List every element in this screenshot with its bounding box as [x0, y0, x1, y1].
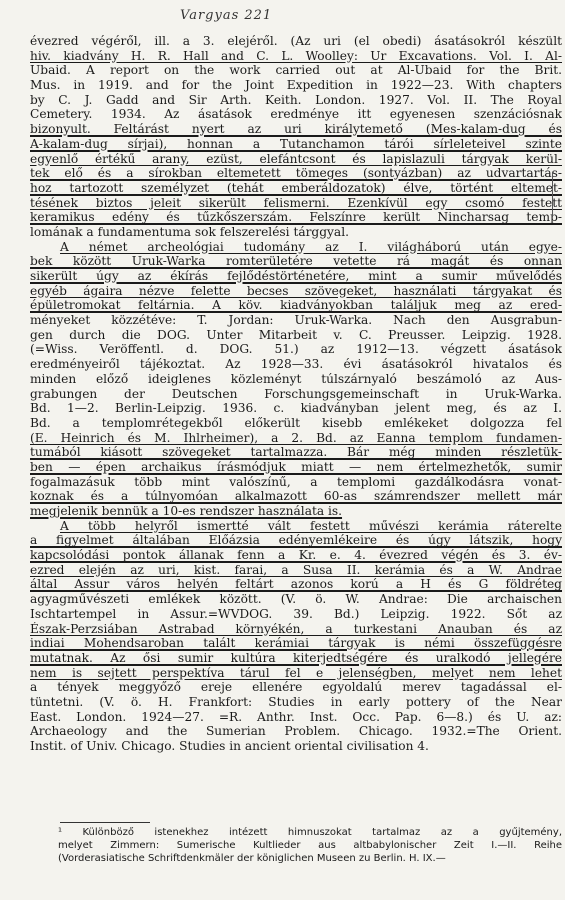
text-line: Bd. a templomrétegekből előkerült kisebb emlékeket dolgozza fel [30, 415, 562, 430]
text-line: sikerült úgy az ékírás fejlődéstörténetére, mint a sumir művelődés [30, 269, 562, 283]
text-line: Archaeology and the Sumerian Problem. Chicago. 1932.=The Orient. [30, 724, 562, 739]
text-line: ményeket közzétéve: T. Jordan: Uruk-Warka. Nach den Ausgrabun- [30, 313, 562, 328]
margin-mark [552, 172, 557, 216]
body-text [30, 34, 562, 754]
text-line: A német archeológiai tudomány az I. világháború után egye- [60, 239, 562, 254]
footnote-rule [60, 822, 150, 823]
page-header-handwritten: Vargyas 221 [180, 8, 273, 23]
text-line: grabungen der Deutschen Forschungsgemeinschaft in Uruk-Warka. [30, 386, 562, 401]
text-line: A-kalam-dug sírjai), honnan a Tutanchamon tárói sírleleteivel szinte [30, 136, 562, 151]
text-line: Cemetery. 1934. Az ásatások eredménye itt egyenesen szenzációsnak [30, 107, 562, 122]
text-line: a figyelmet általában Előázsia edényemlékeire és úgy látszik, hogy [30, 533, 562, 548]
text-line: indiai Mohendsaroban talált kerámiai tárgyak is némi összefüggésre [30, 636, 562, 651]
footnote-line: melyet Zimmern: Sumerische Kultlieder aus altbabylonischer Zeit I.—II. Reihe [58, 840, 562, 851]
text-line: Instit. of Univ. Chicago. Studies in ancient oriental civilisation 4. [30, 739, 429, 753]
text-line: mutatnak. Az ősi sumir kultúra kiterjedtségére és uralkodó jellegére [30, 650, 562, 665]
text-line: keramikus edény és tűzkőszerszám. Felszínre került Nincharsag temp- [30, 210, 562, 225]
text-line: minden előző ideiglenes közleményt túlszárnyaló beszámoló az Aus- [30, 371, 562, 386]
text-line: gen durch die DOG. Unter Mitarbeit v. C. Preusser. Leipzig. 1928. [30, 327, 562, 342]
text-line: eredményeiről tájékoztat. Az 1928—33. évi ásatásokról hivatalos és [30, 357, 562, 372]
text-line: egyéb ágaira nézve felette becses szövegeket, használati tárgyakat és [30, 283, 562, 298]
text-line: által Assur város helyén feltárt azonos korú a H és G földréteg [30, 577, 562, 592]
text-line: hiv. kiadvány H. R. Hall and C. L. Woolley: Ur Excavations. Vol. I. Al- [30, 48, 562, 63]
text-line: bizonyult. Feltárást nyert az uri királytemető (Mes-kalam-dug és [30, 122, 562, 137]
text-line: (E. Heinrich és M. Ihlrheimer), a 2. Bd. az Eanna templom fundamen- [30, 430, 562, 445]
text-line: épületromokat feltárnia. A köv. kiadványokban találjuk meg az ered- [30, 298, 562, 313]
text-line: tek elő és a sírokban eltemetett tömeges (sontyázban) az udvartartás- [30, 166, 562, 181]
text-line: by C. J. Gadd and Sir Arth. Keith. London. 1927. Vol. II. The Royal [30, 92, 562, 107]
text-line: a tények meggyőző ereje ellenére egyoldalú merev tagadással el- [30, 680, 562, 695]
text-line: Mus. in 1919. and for the Joint Expedition in 1922—23. With chapters [30, 78, 562, 93]
text-line: megjelenik bennük a 10-es rendszer használata is. [30, 504, 343, 518]
text-line: tüntetni. (V. ö. H. Frankfort: Studies in early pottery of the Near [30, 694, 562, 709]
text-line: nem is sejtett perspektíva tárul fel e jelenségben, melyet nem lehet [30, 665, 562, 680]
text-line: Észak-Perzsiában Astrabad környékén, a turkestani Anauban és az [30, 621, 562, 636]
text-line: Bd. 1—2. Berlin-Leipzig. 1936. c. kiadványban jelent meg, és az I. [30, 401, 562, 416]
text-line: agyagművészeti emlékek között. (V. ö. W. Andrae: Die archaischen [30, 592, 562, 607]
text-line: koznak és a túlnyomóan alkalmazott 60-as számrendszer mellett már [30, 489, 562, 504]
text-line: kapcsolódási pontok állanak fenn a Kr. e. 4. évezred végén és 3. év- [30, 548, 562, 563]
text-line: lomának a fundamentuma sok felszerelési tárggyal. [30, 224, 349, 239]
text-line: A több helyről ismertté vált festett művészi kerámia ráterelte [60, 518, 562, 533]
text-line: fogalmazásuk több mint valószínű, a templomi gazdálkodásra vonat- [30, 474, 562, 489]
text-line: hoz tartozott személyzet (tehát emberáldozatok) élve, történt eltemet- [30, 180, 562, 195]
text-line: Ischtartempel in Assur.=WVDOG. 39. Bd.) Leipzig. 1922. Sőt az [30, 606, 562, 621]
text-line: egyenlő értékű arany, ezüst, elefántcsont és lapislazuli tárgyak kerül- [30, 151, 562, 166]
footnote-line: ¹ Különböző istenekhez intézett himnuszokat tartalmaz az a gyűjtemény, [58, 827, 562, 838]
footnote-line: (Vorderasiatische Schriftdenkmäler der königlichen Museen zu Berlin. H. IX.— [58, 853, 446, 864]
text-line: ezred elején az uri, kist. farai, a Susa II. kerámia és a W. Andrae [30, 562, 562, 577]
text-line: East. London. 1924—27. =R. Anthr. Inst. Occ. Pap. 6—8.) és U. az: [30, 709, 562, 724]
text-line: Ubaid. A report on the work carried out at Al-Ubaid for the Brit. [30, 63, 562, 78]
text-line: tésének biztos jeleit sikerült felismerni. Ezenkívül egy csomó festett [30, 195, 562, 210]
text-line: tumából kiásott szövegeket tartalmazza. Bár még minden részletük- [30, 445, 562, 460]
text-line: bek között Uruk-Warka romterületére vetette rá magát és onnan [30, 254, 562, 269]
text-line: (=Wiss. Veröffentl. d. DOG. 51.) az 1912—13. végzett ásatások [30, 342, 562, 357]
text-line: évezred végéről, ill. a 3. elejéről. (Az uri (el obedi) ásatásokról készült [30, 34, 562, 48]
footnote [58, 826, 562, 865]
text-line: ben — épen archaikus írásmódjuk miatt — nem értelmezhetők, sumir [30, 459, 562, 474]
